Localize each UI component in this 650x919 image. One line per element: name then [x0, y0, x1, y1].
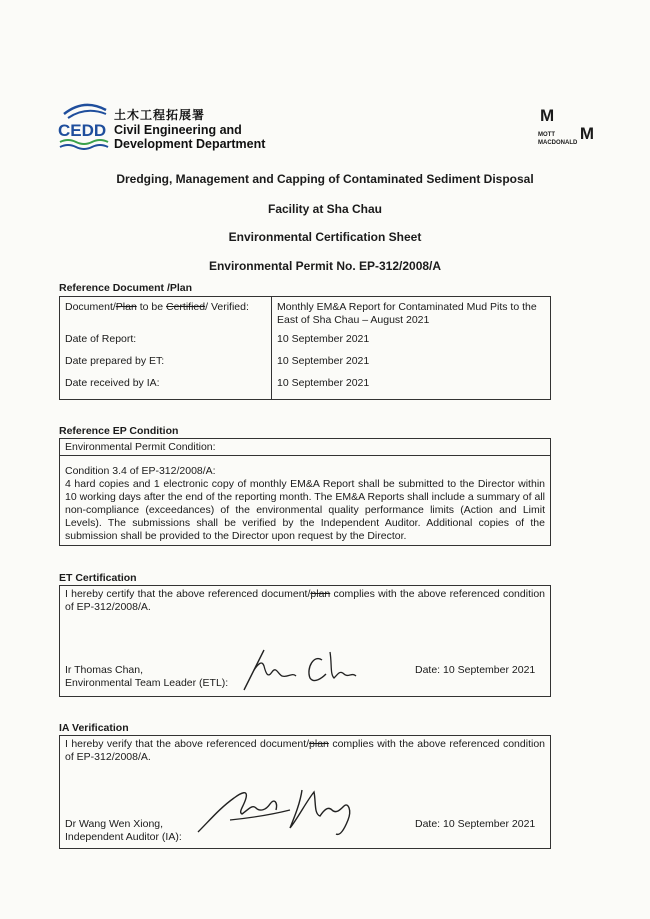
doc-title-line-4: Environmental Permit No. EP-312/2008/A	[208, 259, 442, 273]
et-name: Ir Thomas Chan,	[65, 664, 144, 676]
doc-value-line-1: Monthly EM&A Report for Contaminated Mud Pits to the	[277, 301, 537, 313]
mott-macdonald-logo	[536, 106, 596, 156]
mott-text-1: MOTT	[538, 132, 555, 138]
prepared-date-value: 10 September 2021	[277, 355, 370, 367]
mott-m-2: M	[579, 124, 594, 143]
received-date-label: Date received by IA:	[65, 377, 160, 389]
doc-label-e: / Verified:	[205, 301, 249, 313]
ia-stmt-plan-struck: plan	[309, 738, 329, 750]
ia-verif-statement	[65, 738, 545, 764]
mott-text-2: MACDONALD	[538, 140, 578, 146]
ref-doc-divider	[271, 297, 272, 399]
doc-value-line-2: East of Sha Chau – August 2021	[277, 314, 430, 326]
et-cert-statement	[65, 588, 545, 614]
cedd-english-line-2: Development Department	[114, 137, 266, 151]
et-signature-icon	[236, 644, 386, 694]
et-date: Date: 10 September 2021	[415, 664, 536, 676]
et-cert-label: ET Certification	[59, 572, 137, 584]
doc-title-line-3: Environmental Certification Sheet	[228, 230, 422, 244]
ia-verif-box	[59, 735, 551, 849]
ia-signature-icon	[190, 780, 390, 842]
ep-condition-heading: Environmental Permit Condition:	[65, 441, 216, 453]
cedd-english-line-1: Civil Engineering and	[114, 123, 242, 137]
ia-role: Independent Auditor (IA):	[65, 831, 182, 843]
et-stmt-a: I hereby certify that the above referenced document/	[65, 588, 311, 600]
ia-name: Dr Wang Wen Xiong,	[65, 818, 164, 830]
et-stmt-b: complies with the above referenced condition of EP-312/2008/A.	[65, 588, 545, 613]
doc-label-c: to be	[136, 301, 166, 313]
ia-verif-label: IA Verification	[59, 722, 129, 734]
ia-stmt-b: complies with the above referenced condition of EP-312/2008/A.	[65, 738, 545, 763]
received-date-value: 10 September 2021	[277, 377, 370, 389]
et-role: Environmental Team Leader (ETL):	[65, 677, 229, 689]
report-date-value: 10 September 2021	[277, 333, 370, 345]
ia-date: Date: 10 September 2021	[415, 818, 536, 830]
et-stmt-plan-struck: plan	[310, 588, 331, 600]
doc-label	[65, 301, 249, 313]
doc-value	[277, 301, 537, 327]
et-cert-box	[59, 585, 551, 697]
doc-label-certified-struck: Certified	[166, 301, 206, 313]
ep-condition-divider	[60, 455, 550, 456]
mott-m-1: M	[540, 106, 555, 125]
doc-title-line-1: Dredging, Management and Capping of Contaminated Sediment Disposal	[116, 172, 534, 186]
doc-label-a: Document/	[65, 301, 116, 313]
cedd-logo-icon	[58, 100, 110, 150]
doc-label-plan-struck: Plan	[115, 301, 137, 313]
doc-title-line-2: Facility at Sha Chau	[267, 202, 383, 216]
ep-condition-line: Condition 3.4 of EP-312/2008/A:	[65, 465, 216, 477]
cedd-abbr: CEDD	[58, 121, 107, 140]
ref-doc-table	[59, 296, 551, 400]
report-date-label: Date of Report:	[65, 333, 137, 345]
prepared-date-label: Date prepared by ET:	[65, 355, 165, 367]
ref-doc-label: Reference Document /Plan	[59, 282, 193, 294]
ep-condition-box	[59, 438, 551, 546]
ia-stmt-a: I hereby verify that the above referenced document/	[65, 738, 310, 750]
cedd-name	[114, 106, 265, 151]
letterhead	[56, 98, 596, 158]
cedd-chinese-name: 土木工程拓展署	[114, 108, 206, 122]
ep-condition-body: 4 hard copies and 1 electronic copy of monthly EM&A Report shall be submitted to the Director within 10 working days after the end of the reporting month. The EM&A Reports shall include a summary of all non-compliance (exceedances) of the environmental quality performance limits (Action and Limit Levels). The submissions shall be verified by the Independent Auditor. Additional copies of the submission shall be provided to the Director upon request by the Director.	[65, 478, 545, 542]
ep-condition-label: Reference EP Condition	[59, 425, 179, 437]
